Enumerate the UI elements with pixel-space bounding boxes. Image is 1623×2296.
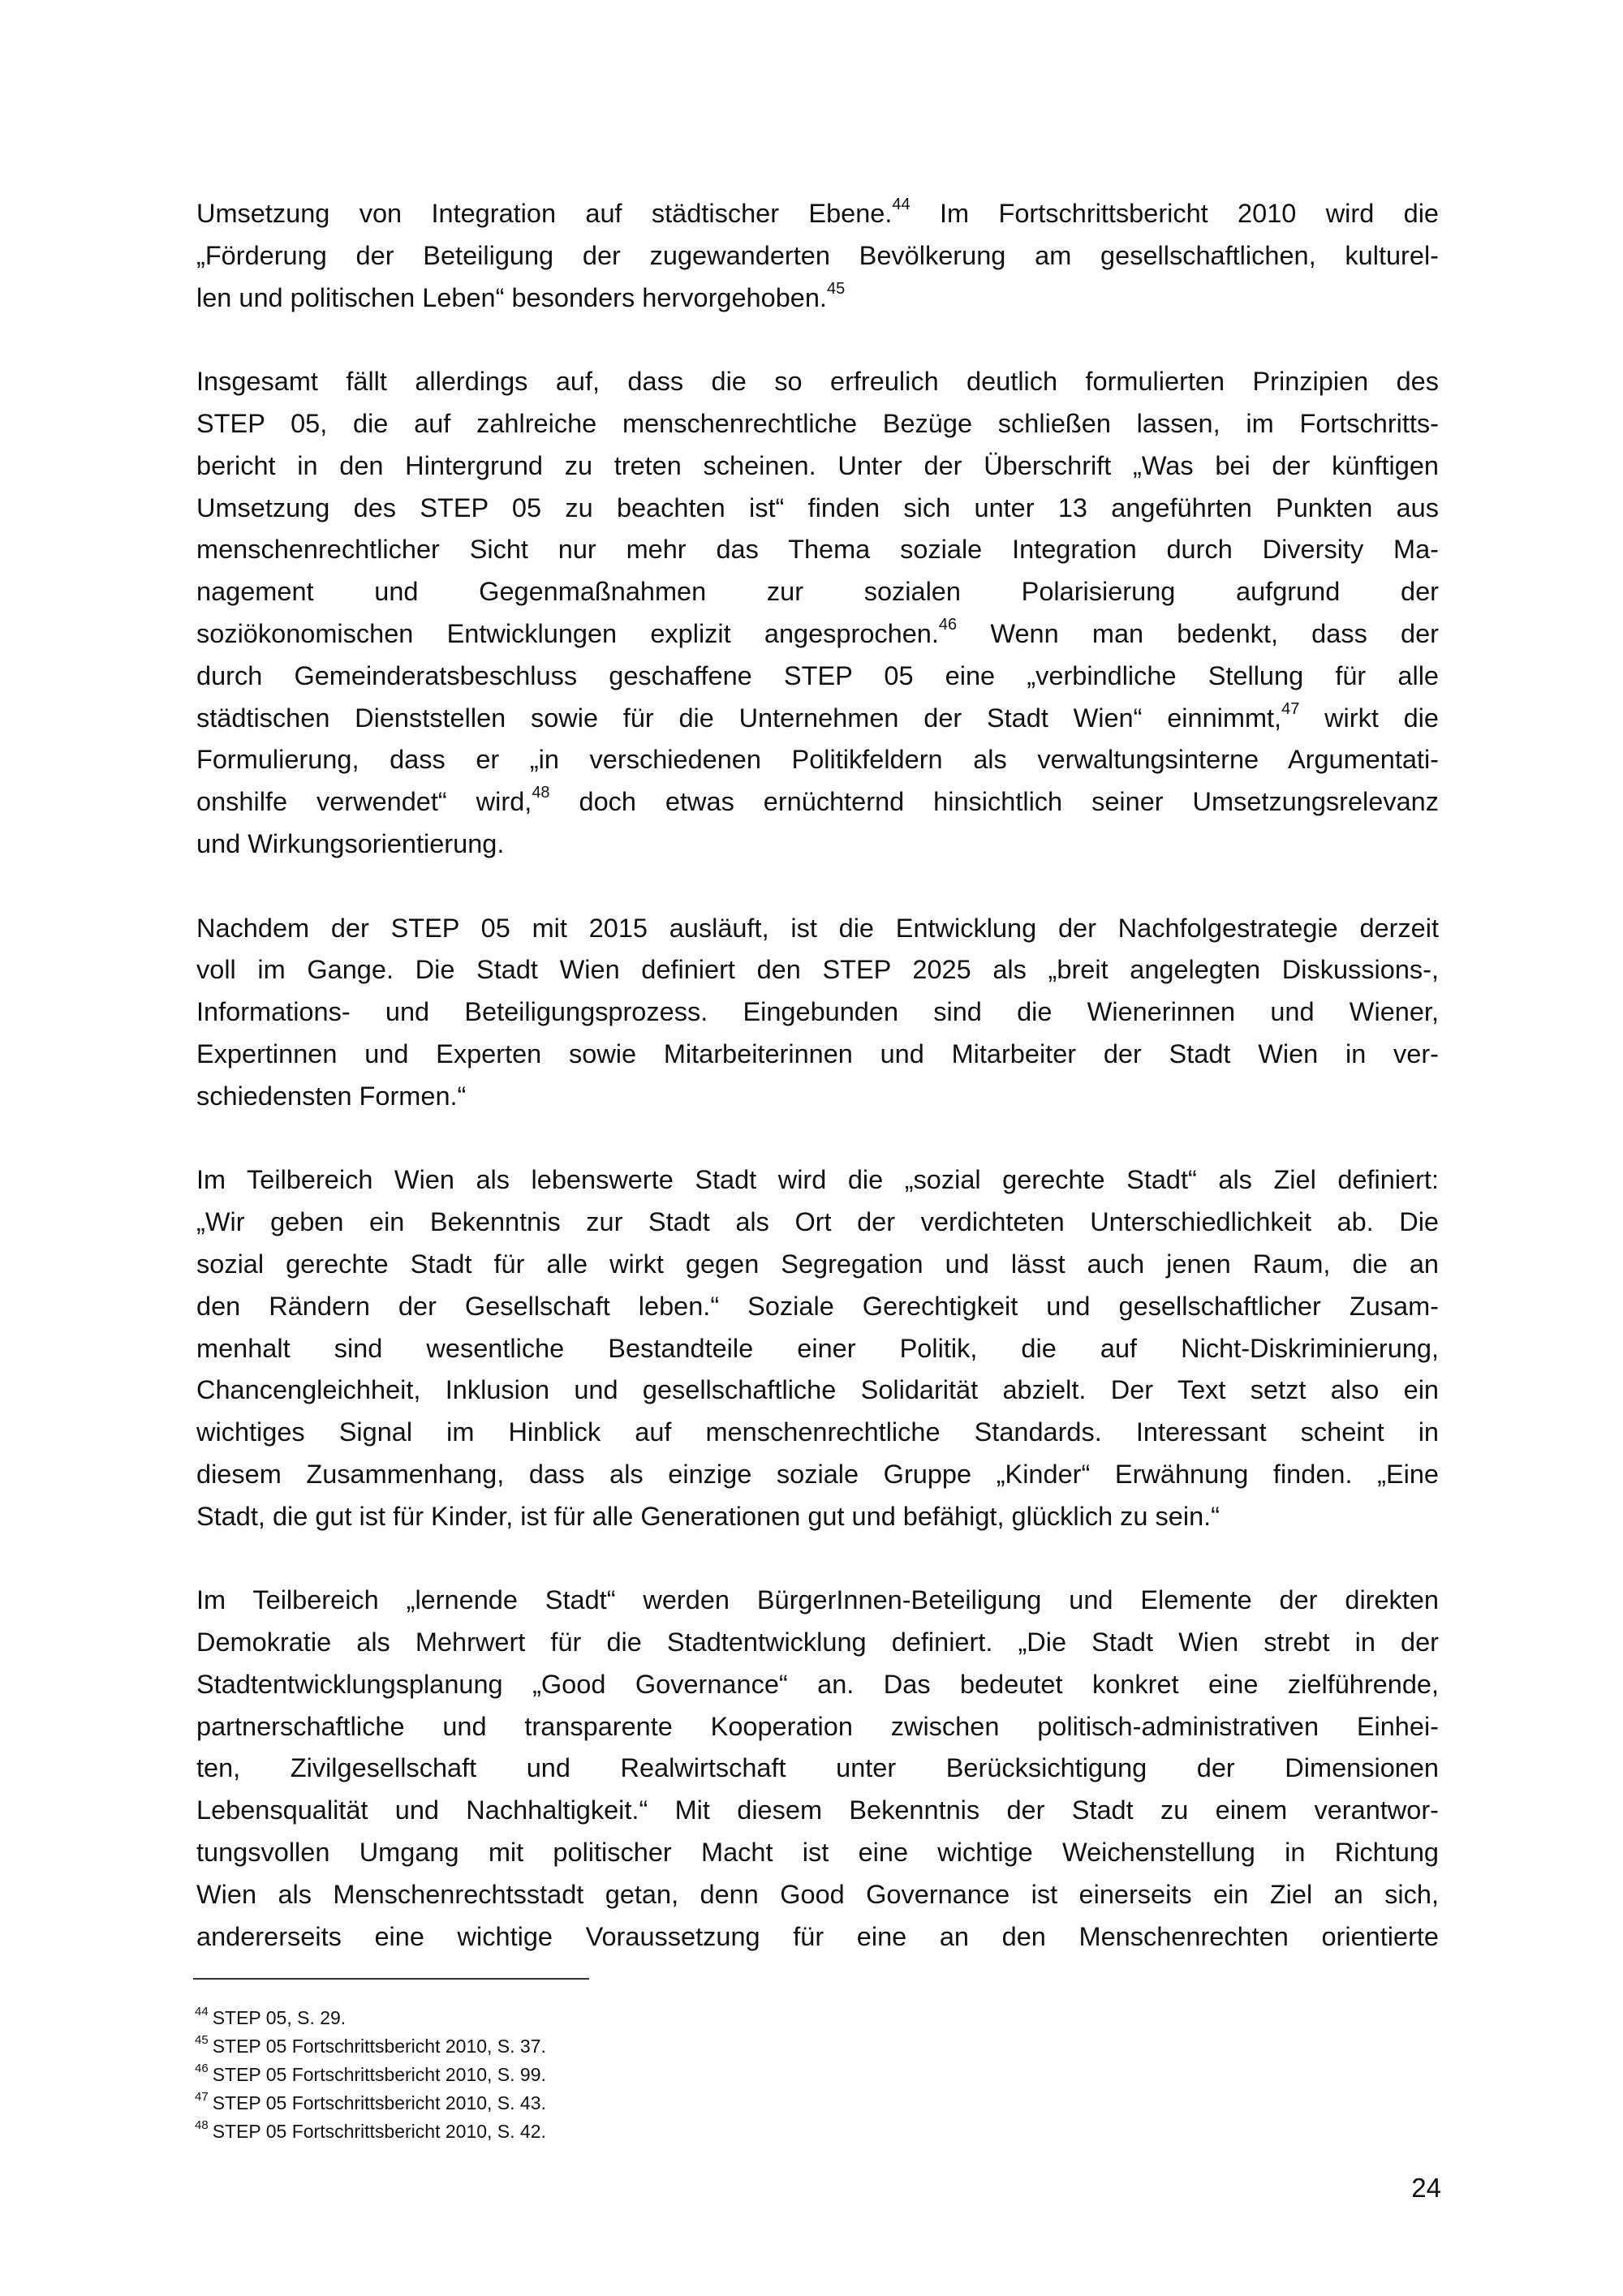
footnote-text: STEP 05 Fortschrittsbericht 2010, S. 37.	[212, 2036, 546, 2057]
text-line	[196, 1580, 1439, 1622]
text-line	[196, 445, 1439, 488]
text-segment: Nachdem der STEP 05 mit 2015 ausläuft, ist die Entwicklung der Nachfolgestrategie derzeit	[196, 913, 1439, 943]
footnotes	[195, 2004, 546, 2146]
text-segment: Im Fortschrittsbericht 2010 wird die	[910, 199, 1440, 228]
text-segment: diesem Zusammenhang, dass als einzige soziale Gruppe „Kinder“ Erwähnung finden. „Eine	[196, 1459, 1439, 1489]
text-segment: Im Teilbereich Wien als lebenswerte Stadt wird die „sozial gerechte Stadt“ als Ziel definiert:	[196, 1165, 1439, 1195]
text-segment: Lebensqualität und Nachhaltigkeit.“ Mit diesem Bekenntnis der Stadt zu einem verantwor-	[196, 1795, 1439, 1825]
text-segment: tungsvollen Umgang mit politischer Macht ist eine wichtige Weichenstellung in Richtung	[196, 1838, 1439, 1868]
footnote-text: STEP 05 Fortschrittsbericht 2010, S. 99.	[212, 2064, 546, 2085]
footnote	[195, 2061, 546, 2089]
footnote-number: 44	[195, 2005, 209, 2019]
paragraph	[196, 193, 1439, 319]
text-segment: wichtiges Signal im Hinblick auf menschenrechtliche Standards. Interessant scheint in	[196, 1417, 1439, 1447]
text-segment: Wien als Menschenrechtsstadt getan, denn Good Governance ist einerseits ein Ziel an sich,	[196, 1879, 1439, 1909]
footnote-text: STEP 05 Fortschrittsbericht 2010, S. 43.	[212, 2092, 546, 2113]
text-segment: „Förderung der Beteiligung der zugewanderten Bevölkerung am gesellschaftlichen, kulturel-	[196, 240, 1439, 270]
text-segment: städtischen Dienststellen sowie für die Unternehmen der Stadt Wien“ einnimmt,	[196, 703, 1282, 733]
footnote	[195, 2118, 546, 2146]
text-line	[196, 529, 1439, 571]
text-line	[196, 823, 1439, 866]
footnote-text: STEP 05 Fortschrittsbericht 2010, S. 42.	[212, 2121, 546, 2142]
paragraph	[196, 361, 1439, 866]
text-segment: doch etwas ernüchternd hinsichtlich seiner Umsetzungsrelevanz	[549, 787, 1440, 817]
text-line	[196, 488, 1439, 530]
text-line	[196, 991, 1439, 1034]
footnote-reference[interactable]: 48	[532, 784, 550, 802]
text-line	[196, 1034, 1439, 1076]
text-line	[196, 1369, 1439, 1412]
text-line	[196, 1076, 1439, 1118]
text-segment: durch Gemeinderatsbeschluss geschaffene STEP 05 eine „verbindliche Stellung für alle	[196, 660, 1439, 690]
text-line	[196, 1874, 1439, 1916]
text-line	[196, 908, 1439, 950]
text-segment: partnerschaftliche und transparente Kooperation zwischen politisch-administrativen Einhei-	[196, 1711, 1439, 1741]
text-line	[196, 1412, 1439, 1454]
text-segment: Umsetzung des STEP 05 zu beachten ist“ finden sich unter 13 angeführten Punkten aus	[196, 492, 1439, 522]
text-line	[196, 361, 1439, 403]
text-segment: und Wirkungsorientierung.	[196, 828, 505, 858]
paragraph	[196, 1580, 1439, 1958]
footnote-reference[interactable]: 44	[892, 196, 911, 214]
text-segment: Im Teilbereich „lernende Stadt“ werden BürgerInnen-Beteiligung und Elemente der direkten	[196, 1585, 1439, 1615]
text-line	[196, 1916, 1439, 1958]
text-segment: den Rändern der Gesellschaft leben.“ Soziale Gerechtigkeit und gesellschaftlicher Zusam-	[196, 1291, 1439, 1321]
text-line	[196, 193, 1439, 235]
text-line	[196, 1790, 1439, 1832]
text-line	[196, 1832, 1439, 1874]
text-line	[196, 949, 1439, 991]
text-segment: andererseits eine wichtige Voraussetzung für eine an den Menschenrechten orientierte	[196, 1921, 1439, 1951]
text-segment: Stadtentwicklungsplanung „Good Governance“ an. Das bedeutet konkret eine zielführende,	[196, 1669, 1439, 1699]
body-text	[196, 193, 1439, 2000]
text-line	[196, 1496, 1439, 1538]
text-line	[196, 656, 1439, 698]
text-line	[196, 1706, 1439, 1748]
footnote	[195, 2004, 546, 2032]
footnote-number: 45	[195, 2033, 209, 2048]
text-segment: Stadt, die gut ist für Kinder, ist für alle Generationen gut und befähigt, glücklich zu sein.“	[196, 1501, 1220, 1531]
text-line	[196, 1454, 1439, 1496]
text-line	[196, 1286, 1439, 1328]
page-number: 24	[1411, 2173, 1441, 2203]
text-line	[196, 277, 1439, 320]
text-segment: Demokratie als Mehrwert für die Stadtentwicklung definiert. „Die Stadt Wien strebt in der	[196, 1627, 1439, 1658]
text-line	[196, 781, 1439, 823]
text-segment: „Wir geben ein Bekenntnis zur Stadt als Ort der verdichteten Unterschiedlichkeit ab. Die	[196, 1207, 1439, 1237]
footnote-number: 47	[195, 2090, 209, 2105]
text-segment: menschenrechtlicher Sicht nur mehr das Thema soziale Integration durch Diversity Ma-	[196, 535, 1439, 565]
text-segment: wirkt die	[1299, 703, 1439, 733]
text-segment: ten, Zivilgesellschaft und Realwirtschaft unter Berücksichtigung der Dimensionen	[196, 1753, 1439, 1783]
text-line	[196, 571, 1439, 613]
footnote-number: 46	[195, 2062, 209, 2076]
text-segment: Expertinnen und Experten sowie Mitarbeiterinnen und Mitarbeiter der Stadt Wien in ver-	[196, 1038, 1439, 1068]
footnote-reference[interactable]: 45	[826, 279, 846, 298]
text-line	[196, 235, 1439, 277]
text-segment: soziökonomischen Entwicklungen explizit angesprochen.	[196, 618, 939, 648]
text-segment: Insgesamt fällt allerdings auf, dass die so erfreulich deutlich formulierten Prinzipien des	[196, 367, 1439, 397]
text-line	[196, 1328, 1439, 1370]
footnote	[195, 2089, 546, 2118]
footnote-separator	[193, 1978, 589, 1980]
text-segment: nagement und Gegenmaßnahmen zur sozialen Polarisierung aufgrund der	[196, 577, 1439, 607]
text-segment: menhalt sind wesentliche Bestandteile einer Politik, die auf Nicht-Diskriminierung,	[196, 1333, 1439, 1363]
footnote-text: STEP 05, S. 29.	[212, 2007, 347, 2028]
text-segment: Wenn man bedenkt, dass der	[957, 618, 1439, 648]
text-line	[196, 1244, 1439, 1286]
text-segment: bericht in den Hintergrund zu treten scheinen. Unter der Überschrift „Was bei der künftigen	[196, 450, 1439, 480]
footnote	[195, 2032, 546, 2061]
text-segment: voll im Gange. Die Stadt Wien definiert den STEP 2025 als „breit angelegten Diskussions-,	[196, 955, 1439, 985]
text-segment: Informations- und Beteiligungsprozess. Eingebunden sind die Wienerinnen und Wiener,	[196, 997, 1439, 1027]
text-segment: sozial gerechte Stadt für alle wirkt gegen Segregation und lässt auch jenen Raum, die an	[196, 1249, 1439, 1279]
text-segment: Umsetzung von Integration auf städtischer Ebene.	[196, 199, 893, 228]
text-line	[196, 1159, 1439, 1202]
text-line	[196, 613, 1439, 656]
text-segment: onshilfe verwendet“ wird,	[196, 787, 532, 817]
text-line	[196, 739, 1439, 781]
text-line	[196, 1748, 1439, 1790]
paragraph	[196, 1159, 1439, 1537]
text-segment: schiedensten Formen.“	[196, 1081, 467, 1111]
text-segment: STEP 05, die auf zahlreiche menschenrechtliche Bezüge schließen lassen, im Fortschritts-	[196, 408, 1439, 438]
text-segment: Formulierung, dass er „in verschiedenen Politikfeldern als verwaltungsinterne Argumentati-	[196, 745, 1439, 775]
footnote-reference[interactable]: 47	[1281, 699, 1300, 718]
footnote-reference[interactable]: 46	[938, 616, 958, 634]
text-segment: Chancengleichheit, Inklusion und gesellschaftliche Solidarität abzielt. Der Text setzt also ein	[196, 1375, 1439, 1405]
text-line	[196, 1664, 1439, 1706]
text-line	[196, 403, 1439, 445]
text-line	[196, 698, 1439, 740]
text-line	[196, 1202, 1439, 1244]
footnote-number: 48	[195, 2118, 209, 2133]
text-segment: len und politischen Leben“ besonders hervorgehoben.	[196, 282, 827, 312]
paragraph	[196, 908, 1439, 1118]
text-line	[196, 1622, 1439, 1664]
